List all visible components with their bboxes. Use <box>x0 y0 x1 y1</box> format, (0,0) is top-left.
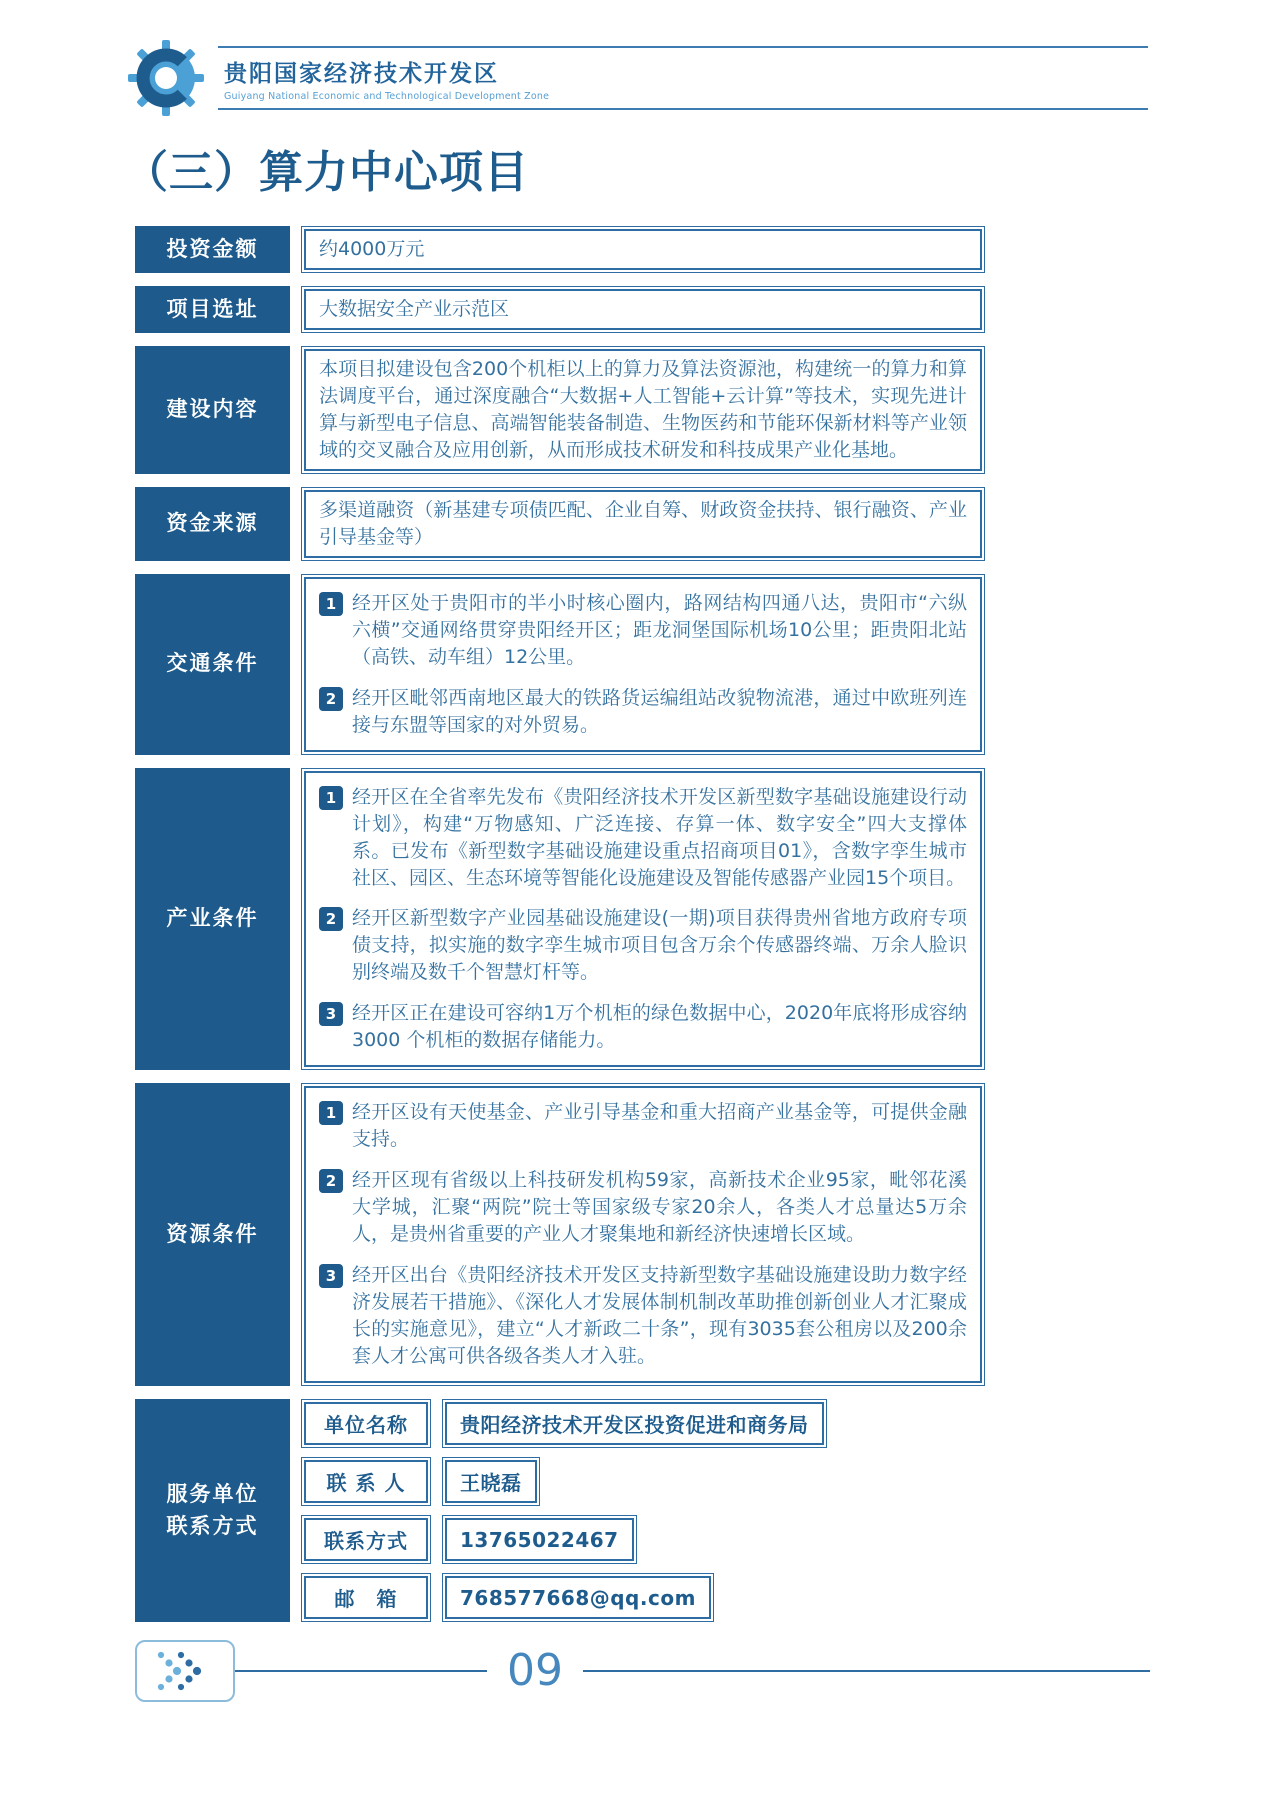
field-value: 贵阳经济技术开发区投资促进和商务局 <box>460 1413 809 1438</box>
row-label: 产业条件 <box>135 768 290 1071</box>
page-header <box>128 40 1148 116</box>
item-number-badge: 1 <box>319 1101 343 1125</box>
row-content-box <box>301 574 985 755</box>
item-number-badge: 3 <box>319 1002 343 1026</box>
contact-fields <box>301 1399 985 1622</box>
table-row-investment <box>135 226 985 273</box>
field-value-box <box>442 1457 540 1506</box>
row-label: 建设内容 <box>135 346 290 474</box>
field-label: 联 系 人 <box>326 1471 406 1496</box>
item-text: 经开区出台《贵阳经济技术开发区支持新型数字基础设施建设助力数字经济发展若干措施》、《深化人才发展体制机制改革助推创新创业人才汇聚成长的实施意见》，建立“人才新政二十条”，现有3035套公租房以及200余套人才公寓可供各级各类人才入驻。 <box>352 1264 967 1368</box>
list-item <box>319 590 967 671</box>
row-content-box <box>301 1083 985 1386</box>
table-row-funding <box>135 487 985 561</box>
field-value-box <box>442 1399 827 1448</box>
field-label-box <box>301 1399 431 1448</box>
row-label: 资源条件 <box>135 1083 290 1386</box>
table-row-industry <box>135 768 985 1071</box>
gear-logo-icon <box>128 40 204 116</box>
field-value-box <box>442 1573 714 1622</box>
list-item <box>319 1167 967 1248</box>
item-number-badge: 3 <box>319 1264 343 1288</box>
chevron-dots-icon <box>154 1649 216 1693</box>
item-text: 经开区在全省率先发布《贵阳经济技术开发区新型数字基础设施建设行动计划》，构建“万物感知、广泛连接、存算一体、数字安全”四大支撑体系。已发布《新型数字基础设施建设重点招商项目01》，含数字孪生城市社区、园区、生态环境等智能化设施建设及智能传感器产业园15个项目。 <box>352 785 967 889</box>
org-name-en: Guiyang National Economic and Technological Development Zone <box>224 91 550 102</box>
list-item <box>319 784 967 892</box>
item-text: 经开区新型数字产业园基础设施建设(一期)项目获得贵州省地方政府专项债支持，拟实施的数字孪生城市项目包含万余个传感器终端、万余人脸识别终端及数千个智慧灯杆等。 <box>352 907 967 984</box>
row-content-box <box>301 768 985 1071</box>
item-number-badge: 2 <box>319 907 343 931</box>
row-content-box <box>301 286 985 333</box>
item-text: 经开区设有天使基金、产业引导基金和重大招商产业基金等，可提供金融支持。 <box>352 1101 967 1151</box>
contact-label-line1: 服务单位 <box>166 1482 259 1507</box>
row-label: 资金来源 <box>135 487 290 561</box>
contact-field-unit <box>301 1399 985 1448</box>
contact-field-person <box>301 1457 985 1506</box>
page-footer <box>135 1636 1150 1706</box>
row-label: 项目选址 <box>135 286 290 333</box>
contact-field-phone <box>301 1515 985 1564</box>
table-row-construction <box>135 346 985 474</box>
table-row-location <box>135 286 985 333</box>
field-label-box <box>301 1457 431 1506</box>
list-item <box>319 685 967 739</box>
field-label-box <box>301 1515 431 1564</box>
item-text: 经开区正在建设可容纳1万个机柜的绿色数据中心，2020年底将形成容纳3000 个机柜的数据存储能力。 <box>352 1002 967 1052</box>
item-number-badge: 2 <box>319 687 343 711</box>
page-number: 09 <box>507 1645 563 1696</box>
item-number-badge: 2 <box>319 1169 343 1193</box>
field-label-box <box>301 1573 431 1622</box>
page-title: （三）算力中心项目 <box>124 147 529 198</box>
row-content-box <box>301 226 985 273</box>
org-name-block <box>218 46 1148 110</box>
row-label: 投资金额 <box>135 226 290 273</box>
row-value: 约4000万元 <box>319 238 425 260</box>
table-row-transport <box>135 574 985 755</box>
org-name-cn: 贵阳国家经济技术开发区 <box>224 61 499 87</box>
row-content-box <box>301 346 985 474</box>
row-value: 本项目拟建设包含200个机柜以上的算力及算法资源池，构建统一的算力和算法调度平台，通过深度融合“大数据+人工智能+云计算”等技术，实现先进计算与新型电子信息、高端智能装备制造、生物医药和节能环保新材料等产业领域的交叉融合及应用创新，从而形成技术研发和科技成果产业化基地。 <box>319 357 967 461</box>
footer-ornament-box <box>135 1640 235 1702</box>
row-value: 大数据安全产业示范区 <box>319 297 510 320</box>
list-item <box>319 1099 967 1153</box>
footer-divider-left <box>235 1670 487 1672</box>
list-item <box>319 1262 967 1370</box>
field-value: 768577668@qq.com <box>460 1585 696 1610</box>
list-item <box>319 1000 967 1054</box>
row-value: 多渠道融资（新基建专项债匹配、企业自筹、财政资金扶持、银行融资、产业引导基金等） <box>319 498 967 548</box>
field-label: 单位名称 <box>324 1413 408 1438</box>
row-label: 交通条件 <box>135 574 290 755</box>
table-row-resources <box>135 1083 985 1386</box>
contact-label-line2: 联系方式 <box>166 1513 259 1538</box>
item-number-badge: 1 <box>319 786 343 810</box>
contact-field-email <box>301 1573 985 1622</box>
list-item <box>319 905 967 986</box>
field-value: 王晓磊 <box>460 1471 522 1496</box>
field-value: 13765022467 <box>460 1527 619 1552</box>
footer-divider-right <box>583 1670 1150 1672</box>
item-text: 经开区现有省级以上科技研发机构59家，高新技术企业95家，毗邻花溪大学城，汇聚“两院”院士等国家级专家20余人，各类人才总量达5万余人，是贵州省重要的产业人才聚集地和新经济快速增长区域。 <box>352 1169 967 1246</box>
table-row-contact <box>135 1399 985 1622</box>
field-label: 邮 箱 <box>334 1587 398 1612</box>
item-text: 经开区处于贵阳市的半小时核心圈内，路网结构四通八达，贵阳市“六纵六横”交通网络贯穿贵阳经开区；距龙洞堡国际机场10公里；距贵阳北站（高铁、动车组）12公里。 <box>352 591 967 668</box>
field-value-box <box>442 1515 637 1564</box>
item-text: 经开区毗邻西南地区最大的铁路货运编组站改貌物流港，通过中欧班列连接与东盟等国家的对外贸易。 <box>352 686 967 736</box>
project-info-table <box>135 226 985 1635</box>
item-number-badge: 1 <box>319 592 343 616</box>
field-label: 联系方式 <box>324 1529 408 1554</box>
row-label <box>135 1399 290 1622</box>
row-content-box <box>301 487 985 561</box>
